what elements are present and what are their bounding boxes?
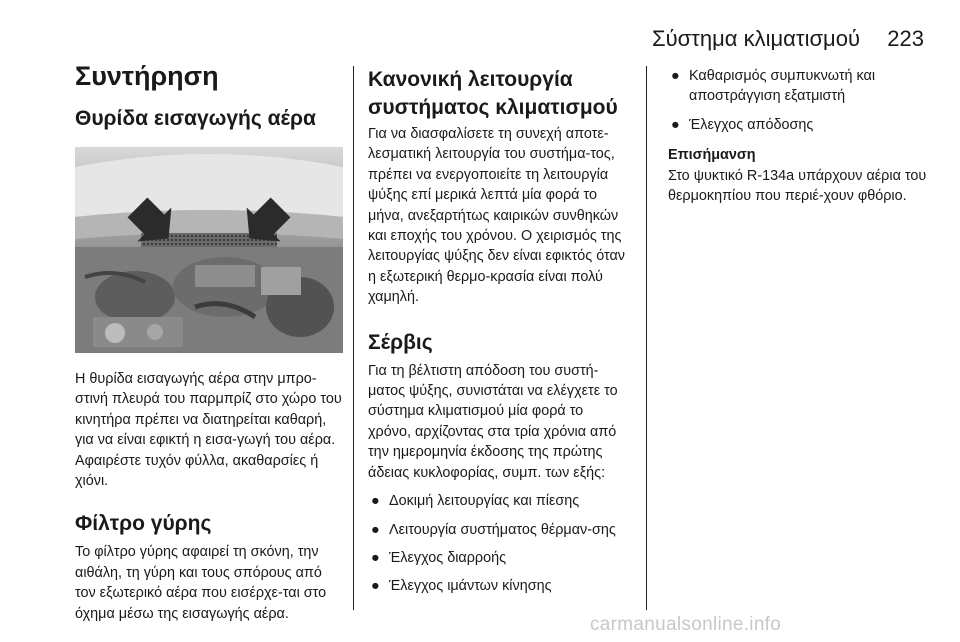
- list-item: ● Καθαρισμός συμπυκνωτή και αποστράγγιση εξατμιστή: [671, 68, 876, 105]
- heading-normal-operation: Κανονική λειτουργία συστήματος κλιματισμού: [368, 68, 618, 119]
- engine-bay-photo: [75, 147, 343, 353]
- column-2: [368, 66, 630, 597]
- bullet-icon: ●: [371, 549, 380, 566]
- list-item: ● Έλεγχος απόδοσης: [668, 115, 938, 135]
- bullet-icon: ●: [671, 68, 680, 84]
- service-checklist-continued: [668, 66, 938, 135]
- section-heading-maintenance: Συντήρηση: [75, 61, 219, 91]
- normal-operation-paragraph: Για να διασφαλίσετε τη συνεχή αποτε-λεσματική λειτουργία του συστήμα-τος, πρέπει να ενεργοποιείτε τη λειτουργία ψύξης επί μερικά λεπτά μία φορά το μήνα, ανεξαρτήτως καιρικών συνθηκών και εποχής του χρόνου. Ο χειρισμός της λειτουργίας ψύξης δεν είναι εφικτός όταν η εξωτερική θερμο-κρασία είναι πολύ χαμηλή.: [368, 126, 626, 306]
- page-header: [0, 26, 960, 56]
- pollen-filter-paragraph: Το φίλτρο γύρης αφαιρεί τη σκόνη, την αιθάλη, τη γύρη και τους σπόρους από τον εξωτερικό αέρα που εισέρχε-ται στο όχημα μέσω της εισαγωγής αέρα.: [75, 544, 327, 622]
- list-item: ● Έλεγχος ιμάντων κίνησης: [368, 576, 630, 596]
- service-paragraph: Για τη βέλτιστη απόδοση του συστή-ματος ψύξης, συνιστάται να ελέγχετε το σύστημα κλιματισμού μία φορά το χρόνο, αρχίζοντας στα τρία χρόνια από την ημερομηνία έκδοσης της πρώτης άδειας κυκλοφορίας, συμπ. των εξής:: [368, 362, 618, 481]
- bullet-icon: ●: [371, 578, 380, 595]
- list-item: ● Λειτουργία συστήματος θέρμαν-σης: [368, 520, 630, 540]
- page-number: 223: [887, 26, 924, 51]
- footer-watermark: carmanualsonline.info: [590, 614, 782, 635]
- column-1: [75, 60, 343, 624]
- column-divider-1: [353, 66, 354, 610]
- note-text: Στο ψυκτικό R-134a υπάρχουν αέρια του θερμοκηπίου που περιέ-χουν φθόριο.: [668, 167, 927, 205]
- bullet-icon: ●: [371, 521, 380, 538]
- header-title: Σύστημα κλιματισμού: [651, 26, 860, 51]
- subheading-pollen-filter: Φίλτρο γύρης: [75, 512, 212, 536]
- bullet-icon: ●: [371, 493, 380, 510]
- note-title: Επισήμανση: [668, 147, 756, 164]
- bullet-icon: ●: [671, 116, 680, 133]
- list-item: ● Έλεγχος διαρροής: [368, 548, 630, 568]
- air-intake-paragraph: Η θυρίδα εισαγωγής αέρα στην μπρο-στινή πλευρά του παρμπρίζ στο χώρο του κινητήρα πρέπει να διατηρείται καθαρή, για να είναι εφικτή η εισα-γωγή του αέρα. Αφαιρέστε τυχόν φύλλα, ακαθαρσίες ή χιόνι.: [75, 371, 342, 490]
- list-item: ● Δοκιμή λειτουργίας και πίεσης: [368, 491, 630, 511]
- column-divider-2: [646, 66, 647, 610]
- column-3: [668, 66, 938, 206]
- heading-service: Σέρβις: [368, 330, 433, 354]
- subheading-air-intake: Θυρίδα εισαγωγής αέρα: [75, 107, 316, 130]
- service-checklist: [368, 491, 630, 597]
